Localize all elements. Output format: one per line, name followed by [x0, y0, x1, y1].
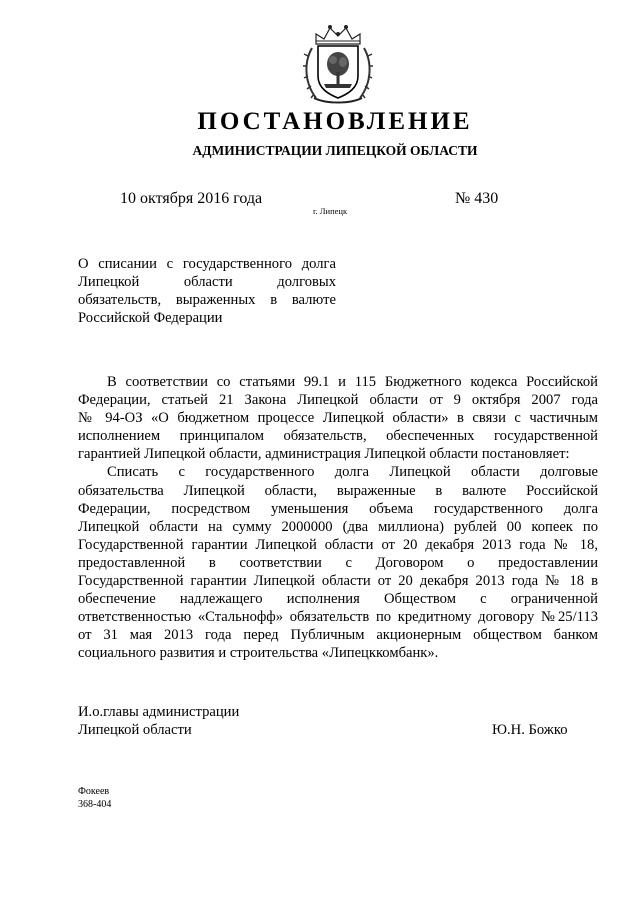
body-line: В соответствии со статьями 99.1 и 115 Бюджетного кодекса Российской	[107, 374, 598, 390]
body-line: Государственной гарантии Липецкой области от 20 декабря 2013 года № 18,	[78, 536, 598, 553]
body-line: социального развития и строительства «Липецккомбанк».	[78, 645, 439, 662]
signer-organization: Липецкой области	[78, 722, 192, 738]
signer-position: И.о.главы администрации	[78, 704, 240, 720]
document-place: г. Липецк	[313, 206, 348, 216]
issuing-authority: АДМИНИСТРАЦИИ ЛИПЕЦКОЙ ОБЛАСТИ	[192, 143, 478, 158]
body-line: № 94-ОЗ «О бюджетном процессе Липецкой области» в связи с частичным	[78, 410, 598, 427]
body-line: Государственной гарантии Липецкой области от 20 декабря 2013 года № 18 в	[78, 573, 598, 590]
subject-line: Российской Федерации	[78, 310, 223, 326]
body-line: гарантией Липецкой области, администрация Липецкой области постановляет:	[78, 446, 570, 463]
executor-phone: 368-404	[78, 799, 112, 810]
subject-line: О списании с государственного долга	[78, 256, 336, 272]
body-line: ответственностью «Стальнофф» обязательств по кредитному договору №25/113	[78, 609, 598, 626]
body-line: предоставленной в соответствии с Договором о предоставлении	[78, 554, 598, 571]
document-subject	[78, 255, 336, 327]
body-line: Списать с государственного долга Липецкой области долговые	[107, 464, 598, 481]
body-line: Федерации, статьей 21 Закона Липецкой области от 9 октября 2007 года	[78, 392, 598, 409]
coat-of-arms-icon	[302, 22, 374, 106]
body-line: исполнением принципалом обязательств, обеспеченных государственной	[78, 428, 598, 445]
body-line: Федерации, посредством уменьшения объема государственного долга	[78, 500, 598, 517]
document-title: ПОСТАНОВЛЕНИЕ	[197, 108, 473, 135]
body-line: обеспечение надлежащего исполнения Обществом с ограниченной	[78, 591, 598, 608]
document-number: № 430	[455, 190, 499, 207]
document-date: 10 октября 2016 года	[120, 190, 263, 207]
subject-line: обязательств, выраженных в валюте	[78, 292, 336, 308]
body-line: Липецкой области на сумму 2000000 (два миллиона) рублей 00 копеек по	[78, 518, 598, 535]
body-line: обязательства Липецкой области, выраженные в валюте Российской	[78, 482, 598, 499]
executor-name: Фокеев	[78, 786, 110, 797]
document-body	[78, 373, 598, 663]
signer-name: Ю.Н. Божко	[492, 722, 568, 738]
subject-line: Липецкой области долговых	[78, 274, 336, 290]
body-line: от 31 мая 2013 года перед Публичным акционерным обществом банком	[78, 627, 598, 644]
